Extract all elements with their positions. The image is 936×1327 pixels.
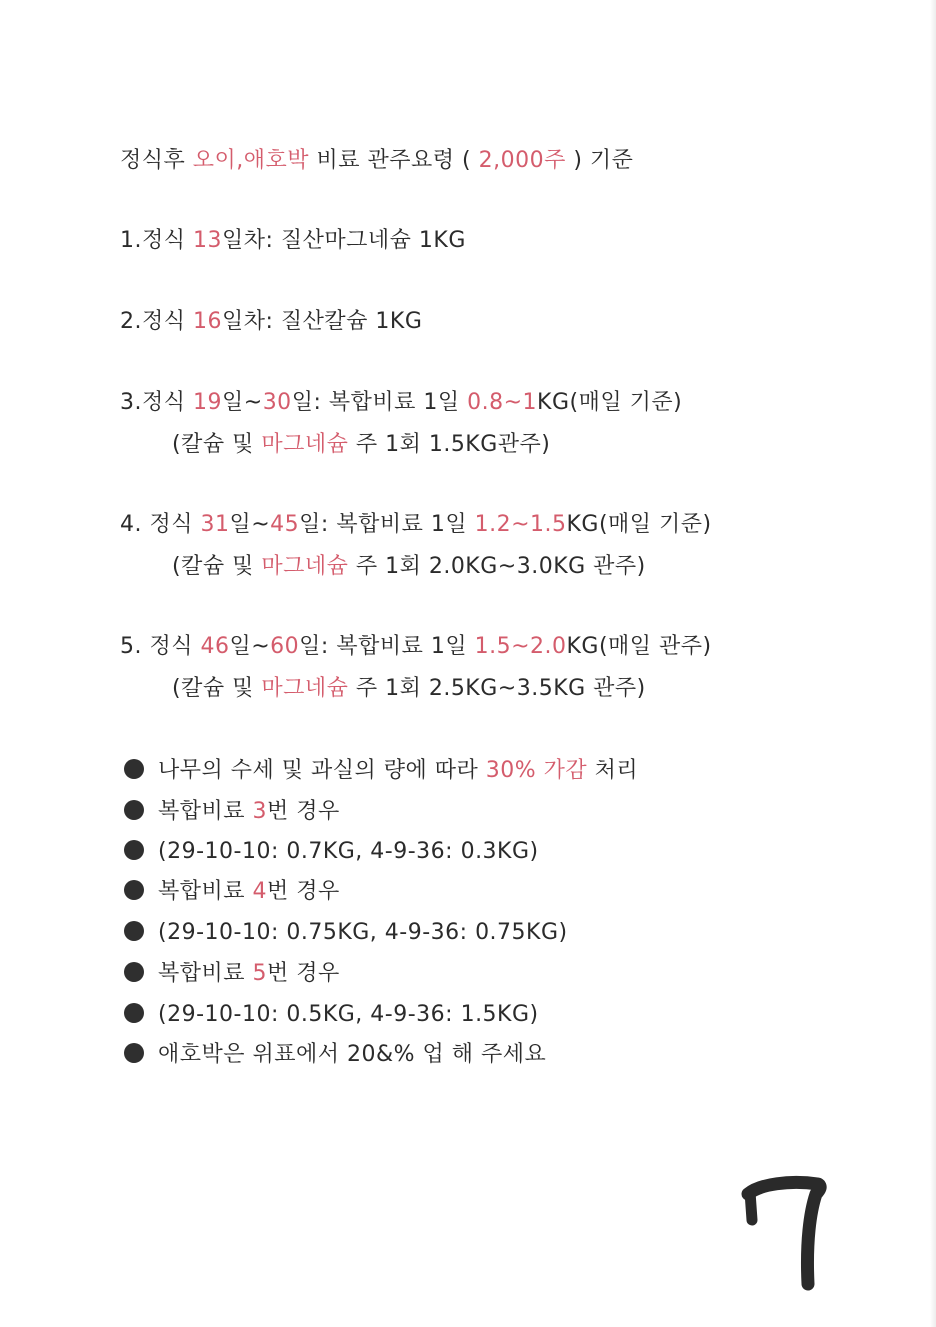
step-4 bbox=[120, 510, 712, 540]
step-label: 2.정식 bbox=[120, 309, 193, 334]
note-highlight: 3 bbox=[252, 799, 268, 824]
note-item bbox=[124, 797, 340, 827]
step-day-start-highlight: 19 bbox=[193, 390, 222, 415]
step-range-sep: 일~ bbox=[229, 634, 271, 659]
page-edge bbox=[930, 0, 936, 1327]
step-text: 일: 복합비료 1일 bbox=[299, 512, 475, 537]
bullet-dot-icon bbox=[124, 880, 144, 900]
step-amount-highlight: 0.8~1 bbox=[467, 390, 538, 415]
note-text: 애호박은 위표에서 20&% 업 해 주세요 bbox=[158, 1042, 547, 1067]
note-highlight: 4 bbox=[252, 879, 268, 904]
document-title bbox=[120, 146, 633, 176]
step-day-highlight: 13 bbox=[193, 228, 222, 253]
title-middle: 비료 관주요령 ( bbox=[309, 148, 479, 173]
step-label: 5. 정식 bbox=[120, 634, 201, 659]
bullet-dot-icon bbox=[124, 800, 144, 820]
step-sub-highlight: 마그네슘 bbox=[261, 676, 349, 701]
step-day-start-highlight: 46 bbox=[200, 634, 230, 659]
title-crop-highlight: 오이,애호박 bbox=[192, 148, 310, 173]
step-text: 일차: 질산마그네슘 1KG bbox=[222, 228, 466, 253]
bullet-dot-icon bbox=[124, 1003, 144, 1023]
note-item bbox=[124, 756, 638, 786]
step-range-sep: 일~ bbox=[229, 512, 271, 537]
step-day-start-highlight: 31 bbox=[200, 512, 230, 537]
note-item bbox=[124, 918, 568, 948]
step-unit-text: KG(매일 기준) bbox=[566, 512, 712, 537]
step-day-highlight: 16 bbox=[193, 309, 222, 334]
note-item bbox=[124, 959, 340, 989]
note-text: 복합비료 bbox=[158, 961, 253, 986]
step-day-end-highlight: 60 bbox=[270, 634, 300, 659]
step-3-sub bbox=[172, 430, 550, 460]
note-text: 복합비료 bbox=[158, 879, 253, 904]
note-text-end: 처리 bbox=[587, 758, 639, 783]
step-2 bbox=[120, 307, 422, 337]
note-text-end: 번 경우 bbox=[267, 799, 340, 824]
title-count-highlight: 2,000주 bbox=[478, 148, 566, 173]
step-sub-text: (칼슘 및 bbox=[172, 676, 262, 701]
step-day-end-highlight: 30 bbox=[262, 390, 292, 415]
step-sub-text: (칼슘 및 bbox=[172, 432, 262, 457]
step-unit-text: KG(매일 관주) bbox=[566, 634, 712, 659]
note-text: 복합비료 bbox=[158, 799, 253, 824]
handwritten-page-number bbox=[738, 1172, 828, 1292]
bullet-dot-icon bbox=[124, 921, 144, 941]
step-day-end-highlight: 45 bbox=[270, 512, 300, 537]
note-highlight: 30% 가감 bbox=[485, 758, 588, 783]
note-item bbox=[124, 1000, 539, 1030]
step-text: 일차: 질산칼슘 1KG bbox=[222, 309, 423, 334]
step-text: 일: 복합비료 1일 bbox=[299, 634, 475, 659]
step-amount-highlight: 1.2~1.5 bbox=[474, 512, 567, 537]
note-text: 나무의 수세 및 과실의 량에 따라 bbox=[158, 758, 486, 783]
step-5 bbox=[120, 632, 712, 662]
step-sub-text-end: 주 1회 1.5KG관주) bbox=[348, 432, 551, 457]
note-text: (29-10-10: 0.5KG, 4-9-36: 1.5KG) bbox=[158, 1002, 539, 1027]
bullet-dot-icon bbox=[124, 962, 144, 982]
title-suffix: ) 기준 bbox=[565, 148, 634, 173]
bullet-dot-icon bbox=[124, 840, 144, 860]
step-1 bbox=[120, 226, 466, 256]
bullet-dot-icon bbox=[124, 759, 144, 779]
note-item bbox=[124, 837, 539, 867]
note-highlight: 5 bbox=[252, 961, 268, 986]
step-sub-text-end: 주 1회 2.0KG~3.0KG 관주) bbox=[348, 554, 646, 579]
title-prefix: 정식후 bbox=[120, 148, 193, 173]
step-label: 3.정식 bbox=[120, 390, 193, 415]
step-sub-text: (칼슘 및 bbox=[172, 554, 262, 579]
step-amount-highlight: 1.5~2.0 bbox=[474, 634, 567, 659]
step-label: 4. 정식 bbox=[120, 512, 201, 537]
step-3 bbox=[120, 388, 682, 418]
step-sub-highlight: 마그네슘 bbox=[261, 554, 349, 579]
note-text: (29-10-10: 0.75KG, 4-9-36: 0.75KG) bbox=[158, 920, 568, 945]
step-sub-highlight: 마그네슘 bbox=[261, 432, 349, 457]
step-range-sep: 일~ bbox=[222, 390, 263, 415]
step-4-sub bbox=[172, 552, 646, 582]
step-unit-text: KG(매일 기준) bbox=[537, 390, 683, 415]
note-text-end: 번 경우 bbox=[267, 961, 340, 986]
note-item bbox=[124, 877, 340, 907]
note-item bbox=[124, 1040, 546, 1070]
note-text: (29-10-10: 0.7KG, 4-9-36: 0.3KG) bbox=[158, 839, 539, 864]
step-text: 일: 복합비료 1일 bbox=[291, 390, 468, 415]
step-5-sub bbox=[172, 674, 646, 704]
step-label: 1.정식 bbox=[120, 228, 193, 253]
note-text-end: 번 경우 bbox=[267, 879, 340, 904]
bullet-dot-icon bbox=[124, 1043, 144, 1063]
step-sub-text-end: 주 1회 2.5KG~3.5KG 관주) bbox=[348, 676, 646, 701]
